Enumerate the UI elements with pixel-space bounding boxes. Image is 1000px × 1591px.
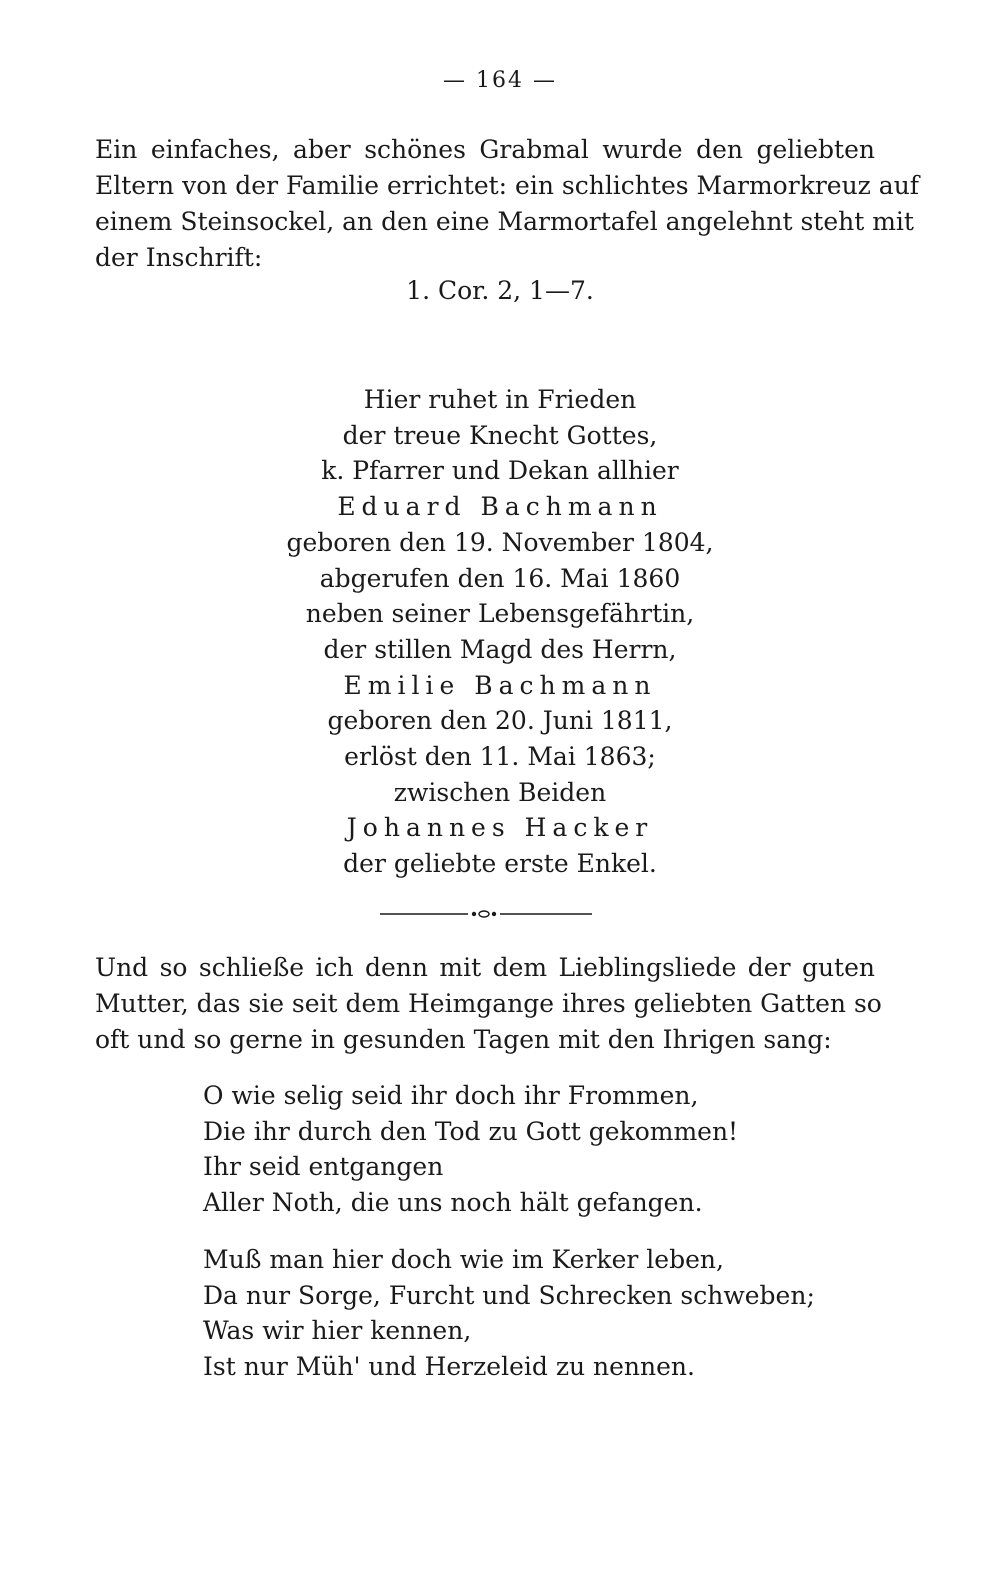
grave-inscription	[0, 382, 1000, 882]
verse-line: O wie selig seid ihr doch ihr Frommen,	[203, 1081, 699, 1110]
inscription-line: geboren den 20. Juni 1811,	[327, 706, 673, 736]
verse-line: Ist nur Müh' und Herzeleid zu nennen.	[203, 1351, 695, 1381]
inscription-line: der treue Knecht Gottes,	[342, 420, 658, 450]
inscription-name: Johannes Hacker	[346, 813, 654, 843]
inscription-line: der geliebte erste Enkel.	[343, 849, 657, 879]
intro-line: Eltern von der Familie errichtet: ein schlichtes Marmorkreuz auf	[95, 171, 920, 200]
inscription-line: der stillen Magd des Herrn,	[323, 634, 677, 664]
hymn-stanza-1	[203, 1078, 738, 1220]
intro-line: einem Steinsockel, an den eine Marmortafel angelehnt steht mit	[95, 207, 914, 236]
inscription-line: erlöst den 11. Mai 1863;	[344, 742, 656, 772]
closing-line: Und so schließe ich denn mit dem Lieblingsliede der guten	[95, 953, 875, 982]
closing-line: Mutter, das sie seit dem Heimgange ihres geliebten Gatten so	[95, 989, 882, 1018]
inscription-line: abgerufen den 16. Mai 1860	[319, 563, 681, 593]
section-divider-ornament	[380, 906, 592, 922]
closing-line: oft und so gerne in gesunden Tagen mit den Ihrigen sang:	[95, 1025, 832, 1054]
inscription-line: k. Pfarrer und Dekan allhier	[321, 456, 679, 486]
bible-citation: 1. Cor. 2, 1—7.	[406, 276, 594, 305]
verse-line: Ihr seid entgangen	[203, 1152, 444, 1181]
inscription-name: Emilie Bachmann	[343, 670, 657, 700]
verse-line: Muß man hier doch wie im Kerker leben,	[203, 1245, 724, 1274]
verse-line: Aller Noth, die uns noch hält gefangen.	[203, 1187, 703, 1217]
inscription-name: Eduard Bachmann	[337, 492, 663, 522]
page-number: — 164 —	[443, 68, 557, 93]
verse-line: Die ihr durch den Tod zu Gott gekommen!	[203, 1116, 739, 1146]
verse-line: Was wir hier kennen,	[203, 1316, 472, 1345]
inscription-line: geboren den 19. November 1804,	[286, 527, 714, 557]
inscription-line: neben seiner Lebensgefährtin,	[305, 599, 695, 629]
closing-paragraph	[95, 950, 882, 1058]
verse-line: Da nur Sorge, Furcht und Schrecken schweben;	[203, 1280, 815, 1310]
intro-line: der Inschrift:	[95, 243, 263, 272]
intro-paragraph	[95, 132, 920, 276]
inscription-line: Hier ruhet in Frieden	[363, 385, 637, 414]
intro-line: Ein einfaches, aber schönes Grabmal wurde den geliebten	[95, 135, 875, 164]
inscription-line: zwischen Beiden	[393, 777, 607, 807]
hymn-stanza-2	[203, 1242, 815, 1384]
